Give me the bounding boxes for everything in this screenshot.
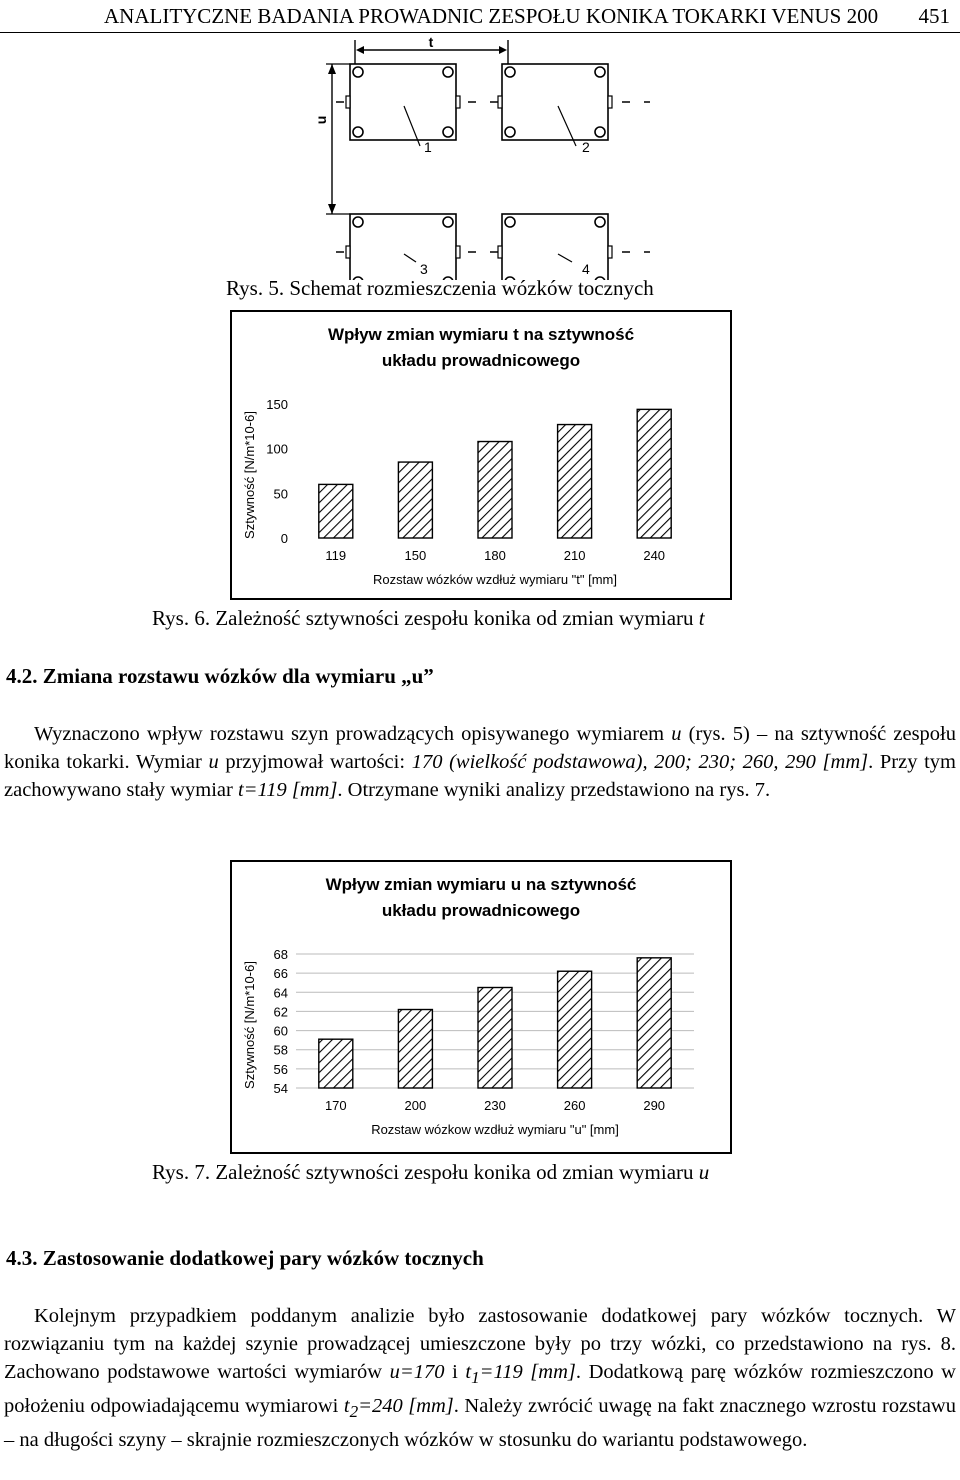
figure-6-caption-text: Rys. 6. Zależność sztywności zespołu konika od zmian wymiaru (152, 606, 699, 630)
x-tick-label: 150 (404, 548, 427, 563)
p43-var-t2 (343, 1395, 454, 1422)
x-axis-label: Rozstaw wózkow wzdłuż wymiaru "u" [mm] (371, 1122, 619, 1137)
y-tick-label: 58 (273, 1042, 288, 1058)
figure-5-schematic (300, 34, 660, 280)
y-tick-label: 100 (266, 441, 288, 457)
p42-var-t: t=119 [mm] (237, 779, 338, 801)
p42-var-u2: u (208, 751, 219, 773)
p43-var-t1 (465, 1361, 576, 1388)
x-tick-label: 210 (563, 548, 586, 563)
p42-text-2: (rys. 5) – na sztywność zespołu konika tokarki. Wymiar (4, 723, 956, 773)
y-tick-label: 66 (273, 966, 288, 982)
chart-title-line-1: Wpływ zmian wymiaru u na sztywność (325, 875, 637, 894)
p43-text-1: Kolejnym przypadkiem poddanym analizie było zastosowanie dodatkowej pary wózków tocznych. W rozwiązaniu tym na każdej szynie prowadzącej umieszczone były po trzy wózki, co przedstawiono na rys. 8. Zachowano podstawowe wartości wymiarów (4, 1305, 956, 1383)
header-title: ANALITYCZNE BADANIA PROWADNIC ZESPOŁU KONIKA TOKARKI VENUS 200 (104, 4, 879, 28)
label-3: 3 (420, 261, 428, 277)
label-1: 1 (424, 139, 432, 155)
p43-text-2: i (444, 1361, 466, 1383)
figure-7-caption-var: u (698, 1160, 710, 1184)
p43-text-4: . Należy zwrócić uwagę na fakt znacznego wzrostu rozstawu – na długości szyny – skrajnie rozmieszczonych wózków w stosunku do wariantu podstawowego. (4, 1395, 956, 1452)
y-tick-label: 50 (273, 486, 288, 502)
y-tick-label: 0 (280, 531, 288, 546)
p43-t1-sub: 1 (471, 1368, 480, 1388)
p43-text-3: . Dodatkową parę wózków rozmieszczono w położeniu odpowiadającemu wymiarowi (4, 1361, 956, 1418)
bar (558, 971, 592, 1088)
p43-t2: t (343, 1395, 350, 1418)
chart-title-line-2: układu prowadnicowego (381, 351, 581, 370)
carriage-2 (498, 64, 612, 140)
y-axis-label: Sztywność [N/m*10-6] (242, 411, 257, 539)
x-tick-label: 260 (563, 1098, 586, 1113)
bar (637, 409, 671, 538)
carriage-4 (498, 214, 612, 280)
bar (558, 425, 592, 538)
p43-t2-val: =240 [mm] (358, 1395, 454, 1418)
label-4: 4 (582, 261, 590, 277)
y-tick-label: 64 (273, 985, 288, 1001)
x-tick-label: 240 (643, 548, 666, 563)
x-tick-label: 180 (484, 548, 506, 563)
y-axis-label: Sztywność [N/m*10-6] (242, 961, 257, 1089)
bar (637, 958, 671, 1088)
x-tick-label: 119 (325, 548, 347, 563)
carriage-1 (346, 64, 460, 140)
bar (478, 442, 512, 538)
figure-7-frame (230, 860, 732, 1154)
bar (319, 484, 353, 538)
figure-6-frame (230, 310, 732, 600)
x-axis-label: Rozstaw wózków wzdłuż wymiaru "t" [mm] (373, 572, 617, 587)
figure-6-caption-var: t (698, 606, 705, 630)
y-tick-label: 54 (273, 1081, 288, 1096)
figure-6-chart (232, 312, 730, 598)
bar (319, 1039, 353, 1088)
p43-var-u: u=170 (389, 1361, 445, 1383)
bar (478, 988, 512, 1089)
x-tick-label: 170 (324, 1098, 347, 1113)
p42-var-u: u (671, 723, 682, 745)
p42-text-5: . Otrzymane wyniki analizy przedstawiono na rys. 7. (337, 779, 771, 801)
y-tick-label: 60 (273, 1023, 288, 1039)
section-4-3-heading: 4.3. Zastosowanie dodatkowej pary wózków tocznych (6, 1246, 484, 1270)
chart-title-line-1: Wpływ zmian wymiaru t na sztywność (327, 325, 635, 344)
section-4-3-paragraph (4, 1302, 956, 1454)
figure-5-caption: Rys. 5. Schemat rozmieszczenia wózków tocznych (226, 276, 654, 300)
bar (398, 462, 432, 538)
p42-text-3: przyjmował wartości: (218, 751, 412, 773)
section-4-2-paragraph (4, 720, 956, 804)
p42-text-4: . Przy tym zachowywano stały wymiar (4, 751, 956, 801)
p42-values: 170 (wielkość podstawowa), 200; 230; 260, 290 [mm] (411, 751, 869, 773)
x-tick-label: 200 (404, 1098, 427, 1113)
p43-t1-val: =119 [mm] (479, 1361, 576, 1383)
figure-7-caption-text: Rys. 7. Zależność sztywności zespołu konika od zmian wymiaru (152, 1160, 699, 1184)
x-tick-label: 230 (484, 1098, 506, 1113)
y-tick-label: 150 (266, 397, 288, 412)
section-4-2-heading: 4.2. Zmiana rozstawu wózków dla wymiaru „u” (6, 664, 434, 688)
page-number: 451 (918, 4, 950, 28)
p43-t1: t (465, 1361, 472, 1383)
carriage-3 (346, 214, 460, 280)
figure-7-caption (152, 1160, 709, 1185)
bar (398, 1010, 432, 1088)
x-tick-label: 290 (643, 1098, 666, 1113)
y-tick-label: 62 (273, 1004, 288, 1020)
header-rule (0, 32, 960, 33)
label-2: 2 (582, 139, 590, 155)
p42-text-1: Wyznaczono wpływ rozstawu szyn prowadzących opisywanego wymiarem (34, 723, 672, 745)
y-tick-label: 56 (273, 1061, 288, 1077)
dimension-t-label: t (428, 34, 434, 50)
y-tick-label: 68 (273, 947, 288, 962)
chart-title-line-2: układu prowadnicowego (381, 901, 581, 920)
figure-7-chart (232, 862, 730, 1152)
dimension-u-label: u (313, 115, 329, 125)
figure-6-caption (152, 606, 705, 631)
p43-t2-sub: 2 (349, 1402, 359, 1422)
